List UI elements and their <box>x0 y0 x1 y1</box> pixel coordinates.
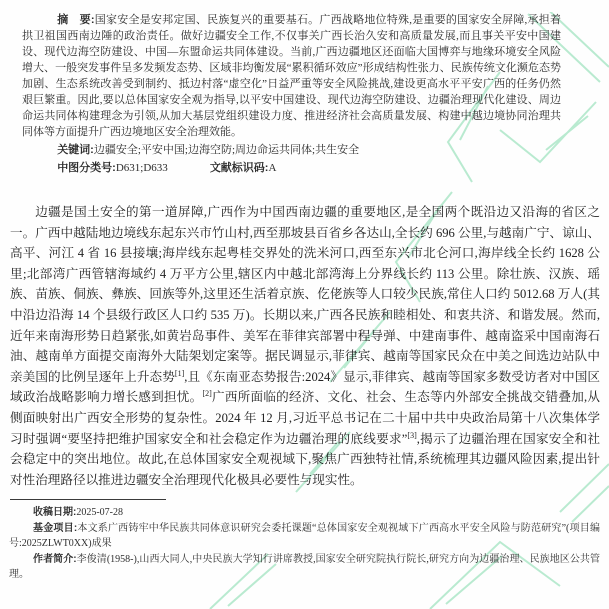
abstract-label: 摘 要: <box>57 14 95 26</box>
received-date-value: 2025-07-28 <box>76 507 124 519</box>
body-paragraph <box>10 202 600 490</box>
keywords-line <box>22 142 561 158</box>
author-bio-label: 作者简介: <box>33 553 77 565</box>
body-text-segment-4: ,揭示了边疆治理在国家安全和社会稳定中的突出地位。故此,在总体国家安全观视域下,聚焦广西独特社情,系统梳理其边疆风险因素,提出针对性治理路径以推进边疆安全治理现代化极具必要性与现实性。 <box>10 431 600 487</box>
footnotes-block <box>9 505 600 583</box>
abstract-block <box>22 12 561 176</box>
doc-code-value: A <box>268 162 277 174</box>
received-date-label: 收稿日期: <box>33 507 77 519</box>
doc-code-label: 文献标识码: <box>209 162 269 174</box>
body-text-segment-3: 广西所面临的经济、文化、社会、生态等内外部安全挑战交错叠加,从侧面映射出广西安全形势的复杂性。2024 年 12 月,习近平总书记在二十届中共中央政治局第十八次集体学习时强调“要坚持把维护国家安全和社会稳定作为边疆治理的底线要求” <box>10 390 601 446</box>
author-bio-text: 李俊清(1958-),山西大同人,中央民族大学知行讲席教授,国家安全研究院执行院长,研究方向为边疆治理、民族地区公共管理。 <box>9 553 600 581</box>
clc-value: D631;D633 <box>115 162 168 174</box>
page-content <box>0 12 609 583</box>
abstract-text: 国家安全是安邦定国、民族复兴的重要基石。广西战略地位特殊,是重要的国家安全屏障,承担着拱卫祖国西南边陲的政治责任。做好边疆安全工作,不仅事关广西长治久安和高质量发展,而且事关平安中国建设、现代边海空防建设、中国—东盟命运共同体建设。当前,广西边疆地区还面临大国博弈与地缘环境安全风险增大、一般突发事件呈多发频发态势、区域非均衡发展“累积循环效应”形成结构性张力、民族传统文化濒危态势加剧、生态系统改善受到制约、抵边村落“虚空化”日益严重等安全风险挑战,建设更高水平平安广西的任务仍然艰巨繁重。因此,要以总体国家安全观为指导,以平安中国建设、现代边海空防建设、边疆治理现代化建设、周边命运共同体构建理念为引领,从加大基层党组织建设力度、推进经济社会高质量发展、构建中越边境协同治理共同体等方面提升广西边境地区安全治理效能。 <box>22 14 561 138</box>
keywords-label: 关键词: <box>57 144 94 156</box>
fund-project-line <box>9 521 600 552</box>
footnote-divider <box>10 499 166 500</box>
paper-page <box>0 12 609 609</box>
clc-label: 中图分类号: <box>57 162 116 174</box>
author-bio-line <box>9 552 600 583</box>
abstract-paragraph <box>22 12 561 140</box>
body-text-segment-1: 边疆是国土安全的第一道屏障,广西作为中国西南边疆的重要地区,是全国两个既沿边又沿海的省区之一。广西中越陆地边境线东起东兴市竹山村,西至那坡县百省乡各达山,全长约 696 公里,与越南广宁、谅山、高平、河江 4 省 16 县接壤;海岸线东起粤桂交界处的洗米河口,西至东兴市北仑河口,海岸线全长约 1628 公里;北部湾广西管辖海域约 4 万平方公里,辖区内中越北部湾海上分界线长约 113 公里。除壮族、汉族、瑶族、苗族、侗族、彝族、回族等外,这里还生活着京族、仡佬族等人口较少民族,常住人口约 5012.68 万人(其中沿边沿海 14 个县级行政区人口约 535 万)。长期以来,广西各民族和睦相处、和衷共济、和谐发展。然而,近年来南海形势日趋紧张,如黄岩岛事件、美军在菲律宾部署中程导弹、中建南事件、越南盗采中国南海石油、越南单方面提交南海外大陆架划定案等。据民调显示,菲律宾、越南等国家民众在中美之间选边站队中亲美国的比例呈逐年上升态势 <box>10 205 600 384</box>
received-date-line <box>9 505 600 521</box>
fund-project-text: 本文系广西铸牢中华民族共同体意识研究会委托课题“总体国家安全观视域下广西高水平安全风险与防范研究”(项目编号:2025ZLWT0XX)成果 <box>9 522 600 550</box>
body-text-segment-2: ,且《东南亚态势报告:2024》显示,菲律宾、越南等国家多数受访者对中国区域政治战略影响力增长感到担忧。 <box>10 369 601 405</box>
citation-1: [1] <box>174 368 185 378</box>
citation-3: [3] <box>407 430 417 440</box>
clc-line <box>22 160 561 176</box>
fund-project-label: 基金项目: <box>33 522 78 534</box>
citation-2: [2] <box>202 389 212 399</box>
keywords-text: 边疆安全;平安中国;边海空防;周边命运共同体;共生安全 <box>93 144 360 156</box>
